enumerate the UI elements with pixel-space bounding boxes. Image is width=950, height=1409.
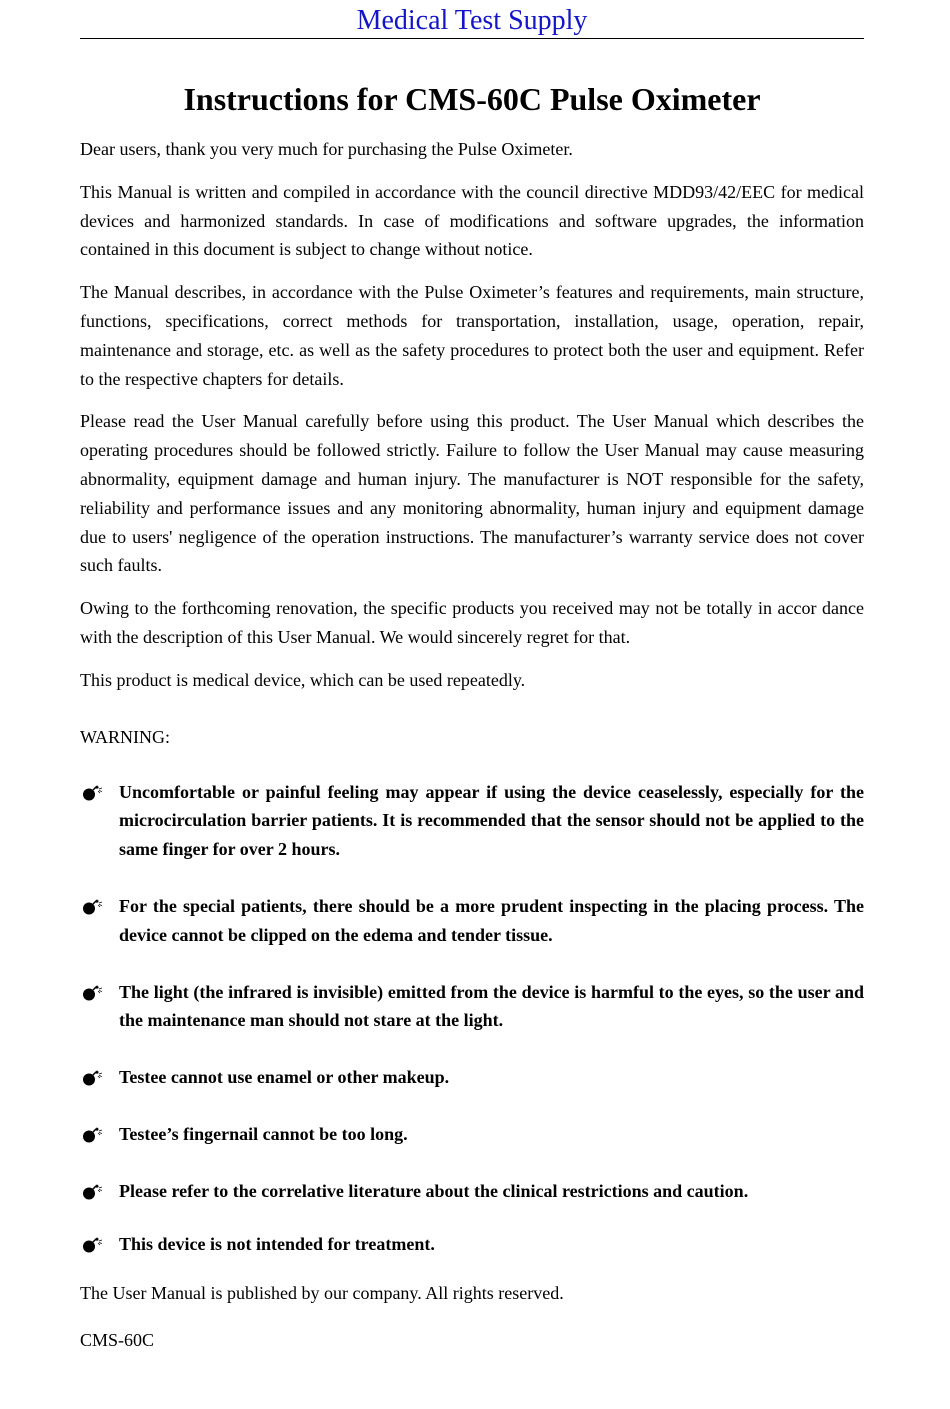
warning-item: [80, 978, 864, 1036]
bomb-bullet-icon: [82, 785, 102, 801]
warning-item: [80, 892, 864, 950]
bomb-bullet-icon: [82, 1070, 102, 1086]
warning-item: [80, 1230, 864, 1259]
scope-paragraph: The Manual describes, in accordance with the Pulse Oximeter’s features and requirements, main structure, functions, specifications, correct methods for transportation, installation, usage, operation, repair, maintenance and storage, etc. as well as the safety procedures to protect both the user and equipment. Refer to the respective chapters for details.: [80, 282, 864, 389]
warning-text: This device is not intended for treatment.: [119, 1233, 435, 1254]
usage-paragraph: Please read the User Manual carefully before using this product. The User Manual which describes the operating procedures should be followed strictly. Failure to follow the User Manual may cause measuring abnormality, equipment damage and human injury. The manufacturer is NOT responsible for the safety, reliability and performance issues and any monitoring abnormality, human injury and equipment damage due to users' negligence of the operation instructions. The manufacturer’s warranty service does not cover such faults.: [80, 411, 864, 576]
warning-text: The light (the infrared is invisible) emitted from the device is harmful to the eyes, so the user and the maintenance man should not stare at the light.: [119, 981, 864, 1031]
bomb-bullet-icon: [82, 899, 102, 915]
intro-paragraph: Dear users, thank you very much for purchasing the Pulse Oximeter.: [80, 139, 573, 159]
warning-list: [80, 778, 864, 1259]
warning-text: Testee cannot use enamel or other makeup.: [119, 1067, 450, 1088]
warning-item: [80, 1063, 864, 1092]
warning-text: Please refer to the correlative literature about the clinical restrictions and caution.: [119, 1180, 749, 1201]
warning-text: Testee’s fingernail cannot be too long.: [119, 1123, 408, 1144]
document-page: [80, 0, 864, 1354]
brand-name: Medical Test Supply: [356, 5, 588, 36]
copyright-note: The User Manual is published by our company. All rights reserved.: [80, 1283, 564, 1304]
bomb-bullet-icon: [82, 1237, 102, 1253]
warning-item: [80, 1120, 864, 1149]
reuse-paragraph: This product is medical device, which can be used repeatedly.: [80, 669, 526, 690]
warning-text: Uncomfortable or painful feeling may appear if using the device ceaselessly, especially for the microcirculation barrier patients. It is recommended that the sensor should not be applied to the same finger for over 2 hours.: [119, 781, 864, 860]
directive-paragraph: This Manual is written and compiled in accordance with the council directive MDD93/42/EEC for medical devices and harmonized standards. In case of modifications and software upgrades, the information contained in this document is subject to change without notice.: [80, 181, 864, 260]
page-header: [80, 0, 864, 39]
model-label: CMS-60C: [80, 1330, 155, 1351]
warning-label: WARNING:: [80, 726, 170, 747]
document-title: Instructions for CMS-60C Pulse Oximeter: [183, 81, 761, 117]
renovation-paragraph: Owing to the forthcoming renovation, the specific products you received may not be totally in accor dance with the description of this User Manual. We would sincerely regret for that.: [80, 598, 864, 647]
bomb-bullet-icon: [82, 1184, 102, 1200]
bomb-bullet-icon: [82, 985, 102, 1001]
warning-item: [80, 1177, 864, 1206]
warning-text: For the special patients, there should be a more prudent inspecting in the placing process. The device cannot be clipped on the edema and tender tissue.: [119, 895, 864, 945]
warning-item: [80, 778, 864, 864]
bomb-bullet-icon: [82, 1127, 102, 1143]
